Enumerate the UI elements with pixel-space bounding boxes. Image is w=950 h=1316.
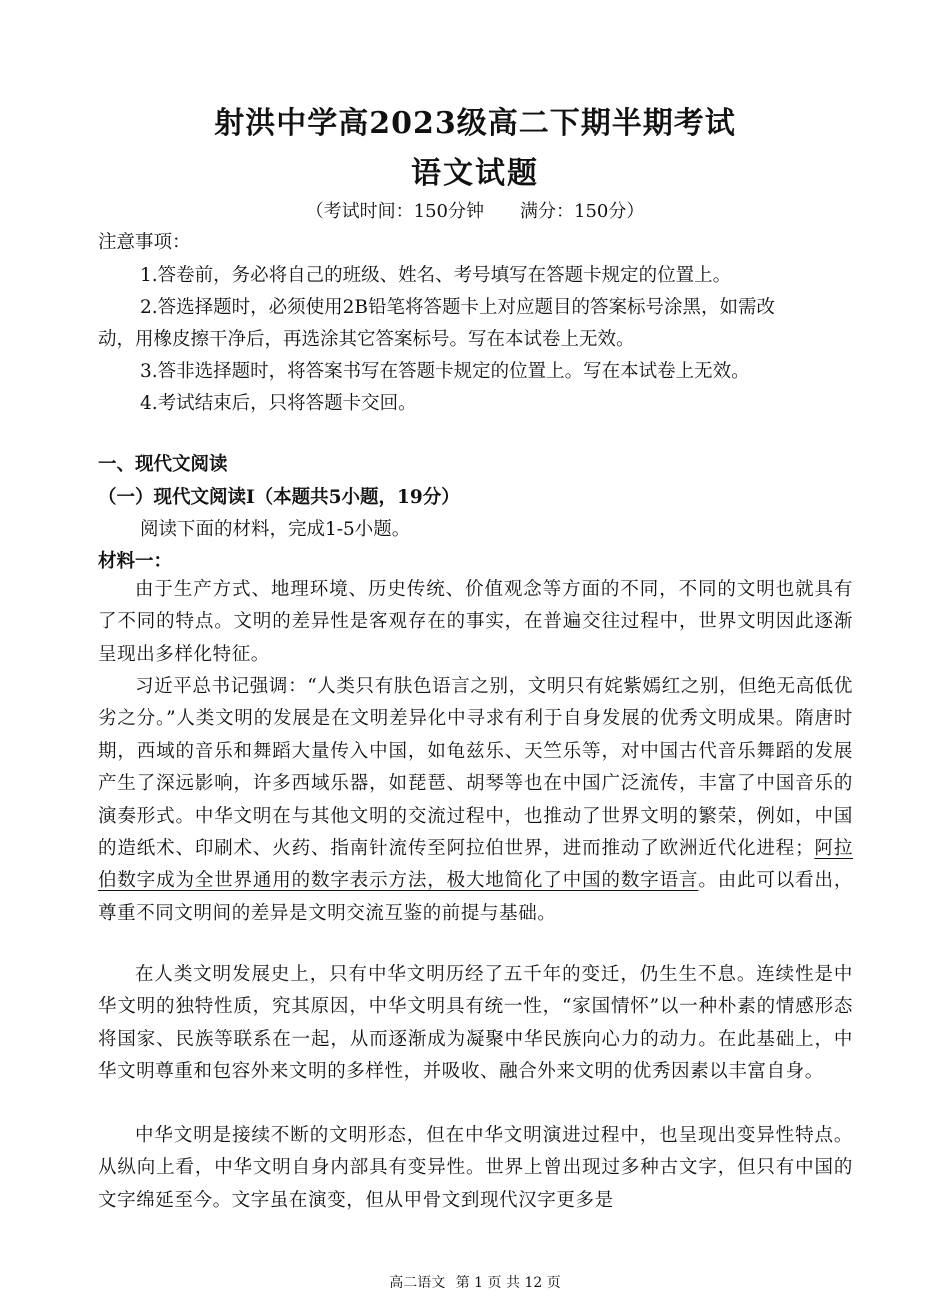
notice-item: 1.答卷前，务必将自己的班级、姓名、考号填写在答题卡规定的位置上。 bbox=[140, 265, 732, 286]
notice-item: 3.答非选择题时，将答案书写在答题卡规定的位置上。写在本试卷上无效。 bbox=[140, 361, 750, 382]
paragraph-2: 习近平总书记强调：“人类只有肤色语言之别，文明只有姹紫嫣红之别，但绝无高低优劣之分。”人类文明的发展是在文明差异化中寻求有利于自身发展的优秀文明成果。隋唐时期，西域的音乐和舞蹈大量传入中国，如龟兹乐、天竺乐等，对中国古代音乐舞蹈的发展产生了深远影响，许多西域乐器，如琵琶、胡琴等也在中国广泛流传，丰富了中国音乐的演奏形式。中华文明在与其他文明的交流过程中，也推动了世界文明的繁荣，例如，中国的造纸术、印刷术、火药、指南针流传至阿拉伯世界，进而推动了欧洲近代化进程；阿拉伯数字成为全世界通用的数字表示方法，极大地简化了中国的数字语言。由此可以看出，尊重不同文明间的差异是文明交流互鉴的前提与基础。 bbox=[98, 676, 853, 924]
paragraph-1: 由于生产方式、地理环境、历史传统、价值观念等方面的不同，不同的文明也就具有了不同的特点。文明的差异性是客观存在的事实，在普遍交往过程中，世界文明因此逐渐呈现出多样化特征。 bbox=[98, 579, 853, 665]
notice-item: 动，用橡皮擦干净后，再选涂其它答案标号。写在本试卷上无效。 bbox=[98, 329, 635, 350]
footer-subject: 高二语文 bbox=[389, 1275, 446, 1291]
section-subheading: （一）现代文阅读I（本题共5小题，19分） bbox=[98, 487, 460, 508]
notice-item: 4.考试结束后，只将答题卡交回。 bbox=[140, 393, 417, 414]
footer-page: 第 1 页 共 12 页 bbox=[455, 1275, 561, 1291]
exam-meta bbox=[0, 197, 950, 223]
exam-title: 射洪中学高2023级高二下期半期考试 bbox=[214, 106, 736, 141]
notice-heading: 注意事项： bbox=[98, 232, 191, 253]
full-score: 满分：150分） bbox=[520, 201, 645, 222]
exam-subtitle: 语文试题 bbox=[411, 156, 539, 191]
page-footer bbox=[0, 1272, 950, 1292]
notice-item: 2.答选择题时，必须使用2B铅笔将答题卡上对应题目的答案标号涂黑，如需改 bbox=[140, 297, 776, 318]
underlined-sentence: 阿拉伯数字成为全世界通用的数字表示方法，极大地简化了中国的数字语言 bbox=[98, 838, 853, 892]
reading-instruction: 阅读下面的材料，完成1-5小题。 bbox=[140, 519, 411, 540]
paragraph-4: 中华文明是接续不断的文明形态，但在中华文明演进过程中，也呈现出变异性特点。从纵向上看，中华文明自身内部具有变异性。世界上曾出现过多种古文字，但只有中国的文字绵延至今。文字虽在演变，但从甲骨文到现代汉字更多是 bbox=[98, 1125, 853, 1211]
material-label: 材料一： bbox=[98, 551, 173, 572]
paragraph-3: 在人类文明发展史上，只有中华文明历经了五千年的变迁，仍生生不息。连续性是中华文明的独特性质，究其原因，中华文明具有统一性，“家国情怀”以一种朴素的情感形态将国家、民族等联系在一起，从而逐渐成为凝聚中华民族向心力的动力。在此基础上，中华文明尊重和包容外来文明的多样性，并吸收、融合外来文明的优秀因素以丰富自身。 bbox=[98, 964, 853, 1083]
section-heading: 一、现代文阅读 bbox=[98, 454, 228, 475]
exam-time: （考试时间：150分钟 bbox=[305, 201, 484, 222]
